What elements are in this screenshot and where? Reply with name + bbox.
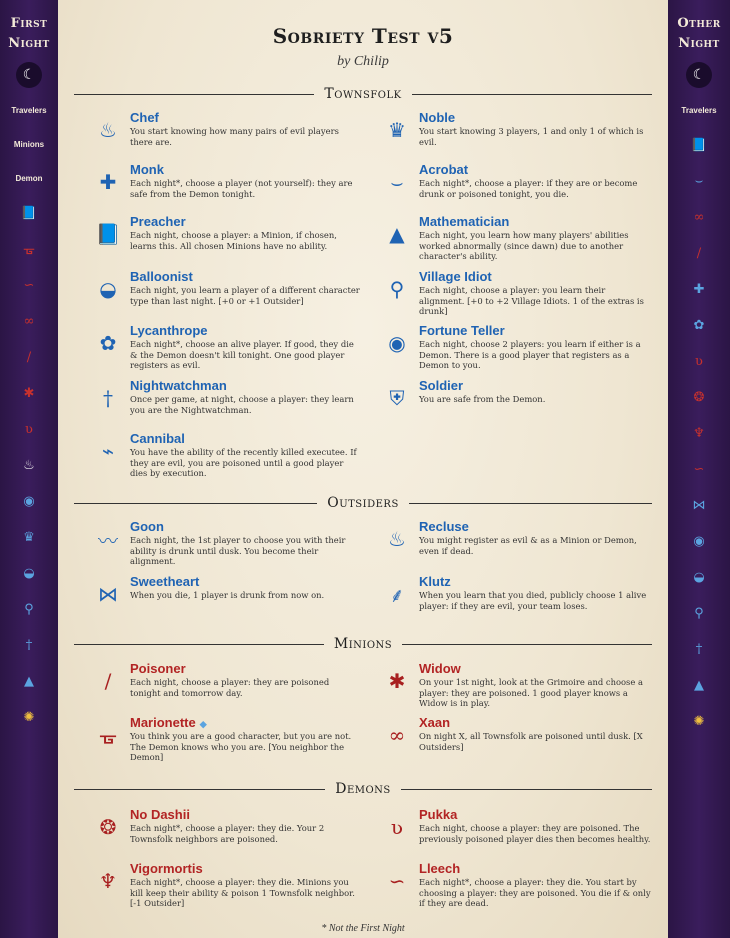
moon-icon: ☾ (686, 62, 712, 88)
role-name: Nightwatchman (130, 378, 227, 393)
chef-icon: ♨ (99, 118, 117, 142)
role-ability: Each night, choose a player: a Minion, if chosen, learns this. All chosen Minions have no ability. (130, 230, 337, 251)
poisoner-icon: / (696, 245, 702, 261)
xaan-icon: ∞ (388, 723, 406, 747)
divider (402, 644, 652, 645)
moon-icon: ☾ (16, 62, 42, 88)
divider (412, 94, 652, 95)
mathematician-icon: ▲ (24, 673, 34, 689)
nightwatchman-icon: † (103, 386, 113, 410)
role-ability: Each night, the 1st player to choose you with their ability is drunk until dusk. You become their alignment. (130, 535, 346, 567)
role-ability: Each night, choose a player: they are poisoned. The previously poisoned player dies then becomes healthy. (419, 823, 651, 844)
role-ability: You have the ability of the recently killed executee. If they are evil, you are poisoned until a good player dies by execution. (130, 447, 357, 479)
role-ability: Each night*, choose a player: if they are or become drunk or poisoned tonight, you die. (419, 178, 638, 199)
role-name: No Dashii (130, 807, 190, 822)
dawn-icon: ✺ (693, 713, 705, 729)
noble-icon: ♛ (23, 529, 35, 545)
widow-icon: ✱ (388, 669, 406, 693)
outsiders-label: Outsiders (327, 495, 399, 511)
other-night-order (688, 128, 710, 740)
recluse-icon: ♨ (388, 527, 406, 551)
mathematician-icon: ▲ (389, 222, 405, 246)
demons-label: Demons (335, 781, 391, 797)
lycanthrope-icon: ✿ (693, 317, 705, 333)
role-name: Widow (419, 661, 461, 676)
travelers-label: Travelers (11, 106, 47, 115)
role-name: Fortune Teller (419, 323, 505, 338)
role-name: Klutz (419, 574, 451, 589)
nightwatchman-icon: † (695, 641, 703, 657)
marionette-icon: ᚗ (100, 723, 116, 747)
role-name: Poisoner (130, 661, 186, 676)
balloonist-icon: ◒ (23, 565, 35, 581)
other-night-title (677, 14, 720, 54)
role-name: Pukka (419, 807, 458, 822)
other-night-title-line2: Night (678, 36, 720, 51)
role-ability: You start knowing how many pairs of evil players there are. (130, 126, 339, 147)
role-name: Mathematician (419, 214, 510, 229)
poisoner-icon: / (104, 669, 112, 693)
role-ability: Each night*, choose a player: they die. Your 2 Townsfolk neighbors are poisoned. (130, 823, 325, 844)
minions-label: Minions (333, 636, 393, 652)
role-name: Lleech (419, 861, 461, 876)
role-name: Monk (130, 162, 164, 177)
jinx-icon: ◆ (199, 719, 207, 729)
role-ability: Each night*, choose a player: they die. Minions you kill keep their ability & poison 1 Townsfolk neighbor. [-1 Outsider] (130, 877, 355, 909)
lycanthrope-icon: ✿ (99, 331, 117, 355)
role-name: Soldier (419, 378, 464, 393)
pukka-icon: ʋ (25, 421, 33, 437)
xaan-icon: ∞ (693, 209, 705, 225)
role-ability: Each night*, choose an alive player. If good, they die & the Demon doesn't kill tonight. One good player registers as evil. (130, 339, 354, 371)
village-idiot-icon: ⚲ (24, 601, 34, 617)
divider (74, 503, 317, 504)
preacher-icon: 📘 (95, 222, 121, 246)
vigormortis-icon: ♆ (693, 425, 705, 441)
pukka-icon: ʋ (695, 353, 703, 369)
role-name: Recluse (419, 519, 469, 534)
role-ability: Each night*, choose a player (not yourself): they are safe from the Demon tonight. (130, 178, 353, 199)
balloonist-icon: ◒ (693, 569, 705, 585)
soldier-icon: ⛨ (389, 386, 405, 410)
minions-label: Minions (13, 140, 45, 149)
dawn-icon: ✺ (23, 709, 35, 725)
sweetheart-icon: ⋈ (98, 582, 118, 606)
divider (409, 503, 652, 504)
klutz-icon: ⸙ (389, 582, 405, 607)
role-name: Village Idiot (419, 269, 492, 284)
role-name: Vigormortis (130, 861, 203, 876)
role-ability: When you learn that you died, publicly choose 1 alive player: if they are evil, your team loses. (419, 590, 647, 611)
village-idiot-icon: ⚲ (694, 605, 704, 621)
village-idiot-icon: ⚲ (389, 277, 405, 301)
role-name: Balloonist (130, 269, 193, 284)
townsfolk-header (74, 86, 652, 102)
role-name: Acrobat (419, 162, 469, 177)
role-name: Marionette ◆ (130, 715, 207, 730)
role-ability: Each night, choose a player: you learn their alignment. [+0 to +2 Village Idiots. 1 of the extras is drunk] (419, 285, 644, 317)
cannibal-icon: ⌁ (101, 439, 115, 463)
first-night-title-line1: First (10, 16, 48, 31)
first-night-title-line2: Night (8, 36, 50, 51)
poisoner-icon: / (26, 349, 32, 365)
marionette-icon: ᚗ (23, 241, 35, 257)
minions-header (74, 636, 652, 652)
divider (74, 789, 325, 790)
role-name: Cannibal (130, 431, 185, 446)
monk-icon: ✚ (693, 281, 705, 297)
role-name: Xaan (419, 715, 451, 730)
role-ability: You might register as evil & as a Minion or Demon, even if dead. (419, 535, 637, 556)
monk-icon: ✚ (99, 170, 117, 194)
demon-label: Demon (15, 174, 43, 183)
townsfolk-label: Townsfolk (324, 86, 402, 102)
role-ability: You think you are a good character, but you are not. The Demon knows who you are. [You neighbor the Demon] (130, 731, 352, 763)
lleech-icon: ∽ (693, 461, 705, 477)
first-night-title (8, 14, 49, 54)
role-name: Goon (130, 519, 164, 534)
preacher-icon: 📘 (690, 137, 708, 153)
role-ability: Each night, choose 2 players: you learn if either is a Demon. There is a good player that registers as a Demon to you. (419, 339, 641, 371)
acrobat-icon: ⌣ (694, 173, 704, 189)
widow-icon: ✱ (23, 385, 35, 401)
first-night-order (18, 196, 40, 736)
divider (74, 94, 314, 95)
pukka-icon: ʋ (390, 815, 404, 839)
script-author: by Chilip (337, 54, 389, 69)
balloonist-icon: ◒ (99, 277, 117, 301)
vigormortis-icon: ♆ (99, 869, 117, 893)
role-name: Sweetheart (130, 574, 200, 589)
fortune-teller-icon: ◉ (693, 533, 705, 549)
role-ability: Once per game, at night, choose a player: they learn you are the Nightwatchman. (130, 394, 354, 415)
script-sheet (58, 0, 668, 938)
lleech-icon: ∽ (23, 277, 35, 293)
sweetheart-icon: ⋈ (692, 497, 706, 513)
footnote: * Not the First Night (321, 923, 405, 934)
role-name: Noble (419, 110, 456, 125)
divider (401, 789, 652, 790)
chef-icon: ♨ (23, 457, 35, 473)
divider (74, 644, 324, 645)
lleech-icon: ∽ (388, 869, 406, 893)
other-night-title-line1: Other (677, 16, 721, 31)
goon-icon: 〰 (98, 528, 118, 553)
role-ability: You are safe from the Demon. (419, 394, 546, 404)
no-dashii-icon: ❂ (99, 815, 117, 839)
fortune-teller-icon: ◉ (23, 493, 35, 509)
role-name: Preacher (130, 214, 186, 229)
role-name: Chef (130, 110, 159, 125)
xaan-icon: ∞ (23, 313, 35, 329)
nightwatchman-icon: † (25, 637, 33, 653)
role-ability: You start knowing 3 players, 1 and only 1 of which is evil. (419, 126, 644, 147)
role-ability: On your 1st night, look at the Grimoire and choose a player: they are poisoned. 1 good player knows a Widow is in play. (419, 677, 643, 709)
role-ability: When you die, 1 player is drunk from now on. (130, 590, 325, 600)
mathematician-icon: ▲ (694, 677, 704, 693)
other-night-sidebar (668, 0, 730, 938)
first-night-sidebar (0, 0, 58, 938)
role-name: Lycanthrope (130, 323, 208, 338)
noble-icon: ♛ (388, 118, 406, 142)
no-dashii-icon: ❂ (693, 389, 705, 405)
fortune-teller-icon: ◉ (388, 331, 406, 355)
demons-header (74, 781, 652, 797)
role-ability: Each night, you learn how many players' abilities worked abnormally (since dawn) due to another character's ability. (419, 230, 629, 262)
role-ability: Each night*, choose a player: they die. You start by choosing a player: they are poisoned. You die if & only if they are dead. (419, 877, 651, 909)
preacher-icon: 📘 (20, 205, 38, 221)
travelers-label: Travelers (681, 106, 717, 115)
role-ability: Each night, you learn a player of a different character type than last night. [+0 or +1 Outsider] (130, 285, 360, 306)
role-ability: Each night, choose a player: they are poisoned tonight and tomorrow day. (130, 677, 330, 698)
role-ability: On night X, all Townsfolk are poisoned until dusk. [X Outsiders] (419, 731, 643, 752)
outsiders-header (74, 495, 652, 511)
script-title: Sobriety Test v5 (272, 24, 454, 48)
acrobat-icon: ⌣ (390, 170, 404, 194)
